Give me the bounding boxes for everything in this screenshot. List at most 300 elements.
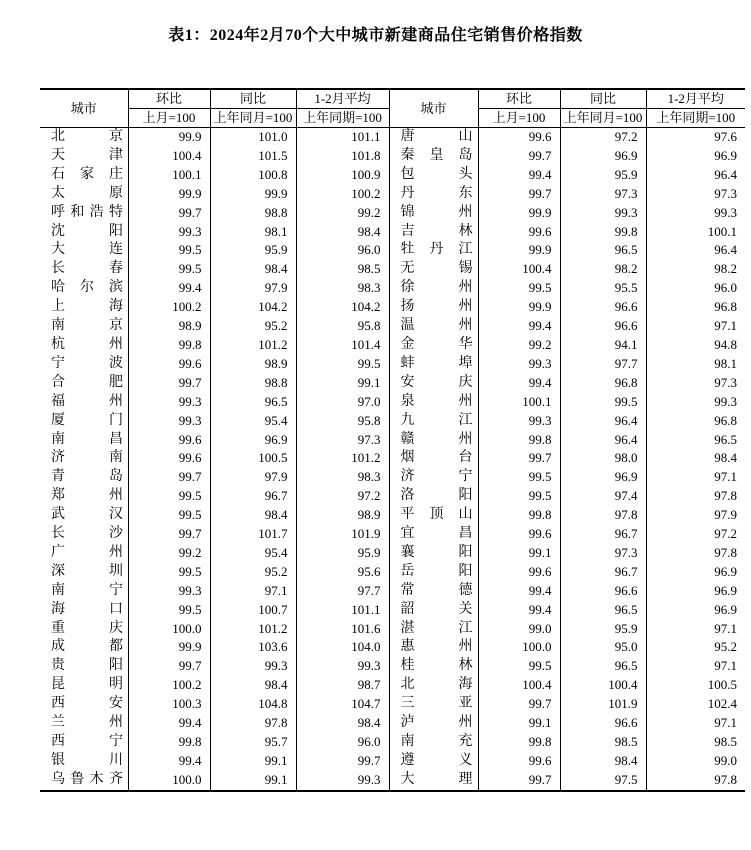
table-row <box>40 449 745 468</box>
city-cell <box>389 336 478 355</box>
city-name: 宜昌 <box>400 526 473 542</box>
avg-value-cell: 97.8 <box>714 488 737 504</box>
subheader-avg-right: 上年同期=100 <box>646 109 745 128</box>
city-name: 济宁 <box>400 469 473 485</box>
city-cell <box>40 601 128 620</box>
yoy-value-cell: 101.7 <box>210 525 296 544</box>
mom-value-cell: 99.4 <box>478 317 560 336</box>
mom-value-cell: 100.0 <box>478 638 560 657</box>
city-cell <box>40 147 128 166</box>
city-cell <box>389 506 478 525</box>
city-name: 秦皇岛 <box>400 147 473 163</box>
avg-value-cell: 96.9 <box>714 582 737 598</box>
avg-value-cell: 97.3 <box>296 431 389 450</box>
yoy-value-cell: 95.5 <box>560 279 646 298</box>
mom-value-cell: 99.1 <box>478 544 560 563</box>
yoy-value-cell: 104.2 <box>210 298 296 317</box>
avg-value-cell: 95.9 <box>296 544 389 563</box>
table-row <box>40 714 745 733</box>
city-name: 银川 <box>51 752 123 768</box>
city-cell <box>40 204 128 223</box>
mom-value-cell: 99.5 <box>128 506 210 525</box>
avg-value-cell: 97.3 <box>714 185 737 201</box>
yoy-value-cell: 96.9 <box>560 468 646 487</box>
table-row <box>40 771 745 791</box>
city-name: 合肥 <box>51 374 123 390</box>
city-cell <box>389 431 478 450</box>
mom-value-cell: 99.7 <box>128 657 210 676</box>
yoy-value-cell: 100.4 <box>560 676 646 695</box>
avg-value-cell: 99.5 <box>296 355 389 374</box>
table-row <box>40 241 745 260</box>
yoy-value-cell: 97.4 <box>560 487 646 506</box>
yoy-value-cell: 95.2 <box>210 317 296 336</box>
table-row <box>40 374 745 393</box>
yoy-value-cell: 97.5 <box>560 771 646 791</box>
city-name: 呼和浩特 <box>51 204 123 220</box>
avg-value-cell: 100.5 <box>707 677 737 693</box>
city-cell <box>40 752 128 771</box>
yoy-value-cell: 95.7 <box>210 733 296 752</box>
yoy-value-cell: 97.7 <box>560 355 646 374</box>
avg-value-cell: 96.4 <box>714 242 737 258</box>
avg-value-cell: 101.9 <box>296 525 389 544</box>
city-cell <box>40 563 128 582</box>
subheader-mom-right: 上月=100 <box>478 109 560 128</box>
mom-value-cell: 99.7 <box>478 771 560 791</box>
mom-value-cell: 99.7 <box>128 525 210 544</box>
avg-value-cell: 99.3 <box>296 771 389 791</box>
city-cell <box>389 601 478 620</box>
mom-value-cell: 99.7 <box>478 185 560 204</box>
city-cell <box>40 166 128 185</box>
city-cell <box>389 620 478 639</box>
yoy-value-cell: 95.4 <box>210 544 296 563</box>
table-row <box>40 298 745 317</box>
yoy-value-cell: 98.0 <box>560 449 646 468</box>
yoy-value-cell: 96.7 <box>560 525 646 544</box>
mom-value-cell: 99.8 <box>478 733 560 752</box>
city-name: 烟台 <box>400 450 473 466</box>
avg-value-cell: 99.0 <box>714 752 737 768</box>
city-cell <box>389 638 478 657</box>
city-name: 厦门 <box>51 412 123 428</box>
header-city-right: 城市 <box>389 89 478 128</box>
yoy-value-cell: 101.2 <box>210 620 296 639</box>
header-mom-left: 环比 <box>128 89 210 109</box>
city-cell <box>40 676 128 695</box>
city-name: 常德 <box>400 582 473 598</box>
mom-value-cell: 99.7 <box>128 468 210 487</box>
mom-value-cell: 99.7 <box>478 695 560 714</box>
yoy-value-cell: 98.1 <box>210 223 296 242</box>
city-name: 金华 <box>400 336 473 352</box>
city-name: 扬州 <box>400 299 473 315</box>
table-row <box>40 279 745 298</box>
mom-value-cell: 99.6 <box>128 355 210 374</box>
avg-value-cell: 97.2 <box>714 526 737 542</box>
city-cell <box>389 260 478 279</box>
avg-value-cell: 97.0 <box>296 393 389 412</box>
city-name: 南昌 <box>51 431 123 447</box>
city-name: 长沙 <box>51 526 123 542</box>
city-cell <box>40 185 128 204</box>
yoy-value-cell: 98.4 <box>210 506 296 525</box>
mom-value-cell: 100.1 <box>128 166 210 185</box>
avg-value-cell: 101.1 <box>296 601 389 620</box>
avg-value-cell: 104.2 <box>296 298 389 317</box>
table-row <box>40 752 745 771</box>
subheader-avg-left: 上年同期=100 <box>296 109 389 128</box>
city-cell <box>40 525 128 544</box>
yoy-value-cell: 96.5 <box>560 657 646 676</box>
city-name: 三亚 <box>400 696 473 712</box>
table-row <box>40 336 745 355</box>
city-cell <box>389 298 478 317</box>
mom-value-cell: 99.6 <box>478 752 560 771</box>
yoy-value-cell: 96.9 <box>560 147 646 166</box>
city-name: 泸州 <box>400 715 473 731</box>
mom-value-cell: 99.6 <box>478 525 560 544</box>
avg-value-cell: 96.4 <box>714 166 737 182</box>
yoy-value-cell: 99.8 <box>560 223 646 242</box>
city-name: 大理 <box>400 771 473 787</box>
mom-value-cell: 99.8 <box>128 733 210 752</box>
mom-value-cell: 99.4 <box>128 752 210 771</box>
city-cell <box>40 733 128 752</box>
city-cell <box>40 279 128 298</box>
yoy-value-cell: 96.6 <box>560 298 646 317</box>
city-cell <box>40 298 128 317</box>
mom-value-cell: 100.0 <box>128 620 210 639</box>
mom-value-cell: 99.9 <box>128 128 210 147</box>
city-cell <box>389 204 478 223</box>
table-row <box>40 620 745 639</box>
city-name: 遵义 <box>400 752 473 768</box>
city-cell <box>389 563 478 582</box>
city-cell <box>389 487 478 506</box>
mom-value-cell: 99.6 <box>128 449 210 468</box>
city-cell <box>389 449 478 468</box>
avg-value-cell: 95.8 <box>296 317 389 336</box>
mom-value-cell: 99.3 <box>128 223 210 242</box>
city-name: 宁波 <box>51 355 123 371</box>
city-name: 平顶山 <box>400 507 473 523</box>
yoy-value-cell: 98.4 <box>560 752 646 771</box>
table-row <box>40 185 745 204</box>
avg-value-cell: 102.4 <box>707 696 737 712</box>
table-row <box>40 487 745 506</box>
mom-value-cell: 99.6 <box>128 431 210 450</box>
table-row <box>40 393 745 412</box>
avg-value-cell: 100.2 <box>296 185 389 204</box>
yoy-value-cell: 104.8 <box>210 695 296 714</box>
yoy-value-cell: 98.8 <box>210 374 296 393</box>
avg-value-cell: 101.8 <box>296 147 389 166</box>
table-row <box>40 128 745 147</box>
city-cell <box>40 393 128 412</box>
avg-value-cell: 97.1 <box>714 620 737 636</box>
avg-value-cell: 96.0 <box>296 733 389 752</box>
yoy-value-cell: 96.7 <box>210 487 296 506</box>
yoy-value-cell: 96.8 <box>560 374 646 393</box>
city-cell <box>40 260 128 279</box>
city-cell <box>40 657 128 676</box>
city-cell <box>389 695 478 714</box>
mom-value-cell: 99.9 <box>478 204 560 223</box>
table-row <box>40 431 745 450</box>
table-row <box>40 317 745 336</box>
table-row <box>40 223 745 242</box>
mom-value-cell: 99.8 <box>478 431 560 450</box>
city-name: 乌鲁木齐 <box>51 771 123 787</box>
city-name: 深圳 <box>51 563 123 579</box>
avg-value-cell: 104.0 <box>296 638 389 657</box>
city-cell <box>40 506 128 525</box>
mom-value-cell: 99.7 <box>478 449 560 468</box>
city-cell <box>389 279 478 298</box>
mom-value-cell: 99.5 <box>478 279 560 298</box>
city-cell <box>40 449 128 468</box>
table-row <box>40 166 745 185</box>
mom-value-cell: 99.7 <box>128 204 210 223</box>
city-name: 南宁 <box>51 582 123 598</box>
city-name: 襄阳 <box>400 544 473 560</box>
mom-value-cell: 100.0 <box>128 771 210 791</box>
mom-value-cell: 98.9 <box>128 317 210 336</box>
price-index-table <box>40 88 745 792</box>
avg-value-cell: 98.3 <box>296 279 389 298</box>
yoy-value-cell: 96.5 <box>560 241 646 260</box>
table-row <box>40 601 745 620</box>
avg-value-cell: 97.9 <box>714 507 737 523</box>
city-cell <box>389 733 478 752</box>
mom-value-cell: 99.9 <box>128 185 210 204</box>
avg-value-cell: 101.6 <box>296 620 389 639</box>
city-name: 湛江 <box>400 620 473 636</box>
city-name: 贵阳 <box>51 658 123 674</box>
avg-value-cell: 101.4 <box>296 336 389 355</box>
table-row <box>40 582 745 601</box>
avg-value-cell: 94.8 <box>714 336 737 352</box>
city-cell <box>389 355 478 374</box>
city-name: 锦州 <box>400 204 473 220</box>
mom-value-cell: 99.9 <box>478 241 560 260</box>
yoy-value-cell: 95.9 <box>560 166 646 185</box>
avg-value-cell: 98.4 <box>714 450 737 466</box>
yoy-value-cell: 97.8 <box>560 506 646 525</box>
avg-value-cell: 96.8 <box>714 299 737 315</box>
avg-value-cell: 99.1 <box>296 374 389 393</box>
subheader-yoy-left: 上年同月=100 <box>210 109 296 128</box>
city-cell <box>40 241 128 260</box>
mom-value-cell: 99.2 <box>478 336 560 355</box>
city-cell <box>40 468 128 487</box>
avg-value-cell: 95.8 <box>296 412 389 431</box>
city-name: 泉州 <box>400 393 473 409</box>
city-name: 韶关 <box>400 601 473 617</box>
yoy-value-cell: 96.6 <box>560 582 646 601</box>
mom-value-cell: 99.4 <box>128 279 210 298</box>
header-city-left: 城市 <box>40 89 128 128</box>
avg-value-cell: 95.2 <box>714 639 737 655</box>
yoy-value-cell: 101.5 <box>210 147 296 166</box>
mom-value-cell: 99.5 <box>478 487 560 506</box>
city-name: 蚌埠 <box>400 355 473 371</box>
mom-value-cell: 99.9 <box>128 638 210 657</box>
mom-value-cell: 99.5 <box>128 601 210 620</box>
yoy-value-cell: 97.9 <box>210 279 296 298</box>
city-name: 九江 <box>400 412 473 428</box>
yoy-value-cell: 97.8 <box>210 714 296 733</box>
mom-value-cell: 99.3 <box>478 355 560 374</box>
mom-value-cell: 99.3 <box>128 582 210 601</box>
city-cell <box>40 638 128 657</box>
city-cell <box>389 128 478 147</box>
avg-value-cell: 97.8 <box>714 544 737 560</box>
avg-value-cell: 97.7 <box>296 582 389 601</box>
avg-value-cell: 98.1 <box>714 355 737 371</box>
mom-value-cell: 99.5 <box>128 563 210 582</box>
table-row <box>40 544 745 563</box>
city-name: 丹东 <box>400 185 473 201</box>
mom-value-cell: 99.3 <box>128 412 210 431</box>
mom-value-cell: 100.2 <box>128 298 210 317</box>
header-yoy-left: 同比 <box>210 89 296 109</box>
mom-value-cell: 99.4 <box>128 714 210 733</box>
mom-value-cell: 99.7 <box>128 374 210 393</box>
yoy-value-cell: 94.1 <box>560 336 646 355</box>
city-cell <box>389 752 478 771</box>
city-name: 包头 <box>400 166 473 182</box>
city-name: 济南 <box>51 450 123 466</box>
avg-value-cell: 96.9 <box>714 563 737 579</box>
avg-value-cell: 98.3 <box>296 468 389 487</box>
yoy-value-cell: 99.3 <box>210 657 296 676</box>
yoy-value-cell: 95.0 <box>560 638 646 657</box>
table-row <box>40 638 745 657</box>
city-cell <box>40 544 128 563</box>
header-yoy-right: 同比 <box>560 89 646 109</box>
mom-value-cell: 99.8 <box>478 506 560 525</box>
city-cell <box>389 374 478 393</box>
yoy-value-cell: 99.1 <box>210 771 296 791</box>
yoy-value-cell: 96.6 <box>560 317 646 336</box>
yoy-value-cell: 99.3 <box>560 204 646 223</box>
yoy-value-cell: 97.1 <box>210 582 296 601</box>
avg-value-cell: 95.6 <box>296 563 389 582</box>
yoy-value-cell: 99.1 <box>210 752 296 771</box>
city-cell <box>389 185 478 204</box>
city-cell <box>389 525 478 544</box>
mom-value-cell: 99.6 <box>478 563 560 582</box>
yoy-value-cell: 101.9 <box>560 695 646 714</box>
table-row <box>40 657 745 676</box>
table-row <box>40 563 745 582</box>
city-name: 温州 <box>400 318 473 334</box>
city-cell <box>40 431 128 450</box>
city-name: 徐州 <box>400 280 473 296</box>
yoy-value-cell: 99.5 <box>560 393 646 412</box>
avg-value-cell: 98.5 <box>296 260 389 279</box>
city-name: 太原 <box>51 185 123 201</box>
yoy-value-cell: 96.5 <box>560 601 646 620</box>
avg-value-cell: 96.0 <box>296 241 389 260</box>
city-name: 哈尔滨 <box>51 280 123 296</box>
city-name: 赣州 <box>400 431 473 447</box>
city-name: 成都 <box>51 639 123 655</box>
header-mom-right: 环比 <box>478 89 560 109</box>
avg-value-cell: 99.3 <box>714 204 737 220</box>
city-cell <box>389 241 478 260</box>
yoy-value-cell: 95.9 <box>560 620 646 639</box>
mom-value-cell: 99.3 <box>478 412 560 431</box>
city-cell <box>40 355 128 374</box>
mom-value-cell: 99.6 <box>478 223 560 242</box>
city-name: 西安 <box>51 696 123 712</box>
yoy-value-cell: 98.9 <box>210 355 296 374</box>
yoy-value-cell: 96.7 <box>560 563 646 582</box>
city-cell <box>389 544 478 563</box>
avg-value-cell: 99.2 <box>296 204 389 223</box>
table-row <box>40 733 745 752</box>
mom-value-cell: 99.5 <box>478 468 560 487</box>
city-cell <box>40 336 128 355</box>
table-row <box>40 468 745 487</box>
city-name: 石家庄 <box>51 166 123 182</box>
city-cell <box>389 223 478 242</box>
city-cell <box>389 714 478 733</box>
city-cell <box>40 582 128 601</box>
avg-value-cell: 98.2 <box>714 261 737 277</box>
mom-value-cell: 99.5 <box>128 487 210 506</box>
city-name: 福州 <box>51 393 123 409</box>
yoy-value-cell: 97.2 <box>560 128 646 147</box>
city-cell <box>389 317 478 336</box>
avg-value-cell: 96.9 <box>714 147 737 163</box>
mom-value-cell: 100.4 <box>478 260 560 279</box>
avg-value-cell: 98.5 <box>714 734 737 749</box>
city-name: 北京 <box>51 129 123 144</box>
yoy-value-cell: 96.9 <box>210 431 296 450</box>
mom-value-cell: 99.4 <box>478 582 560 601</box>
city-cell <box>389 771 478 791</box>
avg-value-cell: 96.0 <box>714 280 737 296</box>
mom-value-cell: 99.5 <box>478 657 560 676</box>
avg-value-cell: 99.3 <box>296 657 389 676</box>
city-name: 郑州 <box>51 488 123 504</box>
header-avg-left: 1-2月平均 <box>296 89 389 109</box>
yoy-value-cell: 98.4 <box>210 260 296 279</box>
avg-value-cell: 99.7 <box>296 752 389 771</box>
avg-value-cell: 97.3 <box>714 374 737 390</box>
city-name: 广州 <box>51 544 123 560</box>
mom-value-cell: 100.4 <box>478 676 560 695</box>
city-cell <box>40 374 128 393</box>
city-name: 杭州 <box>51 336 123 352</box>
table-row <box>40 204 745 223</box>
avg-value-cell: 97.1 <box>714 658 737 674</box>
yoy-value-cell: 95.9 <box>210 241 296 260</box>
avg-value-cell: 97.6 <box>714 129 737 144</box>
city-cell <box>389 468 478 487</box>
yoy-value-cell: 101.0 <box>210 128 296 147</box>
table-title: 表1：2024年2月70个大中城市新建商品住宅销售价格指数 <box>168 27 583 44</box>
city-cell <box>40 223 128 242</box>
avg-value-cell: 97.1 <box>714 318 737 334</box>
city-name: 洛阳 <box>400 488 473 504</box>
yoy-value-cell: 98.8 <box>210 204 296 223</box>
